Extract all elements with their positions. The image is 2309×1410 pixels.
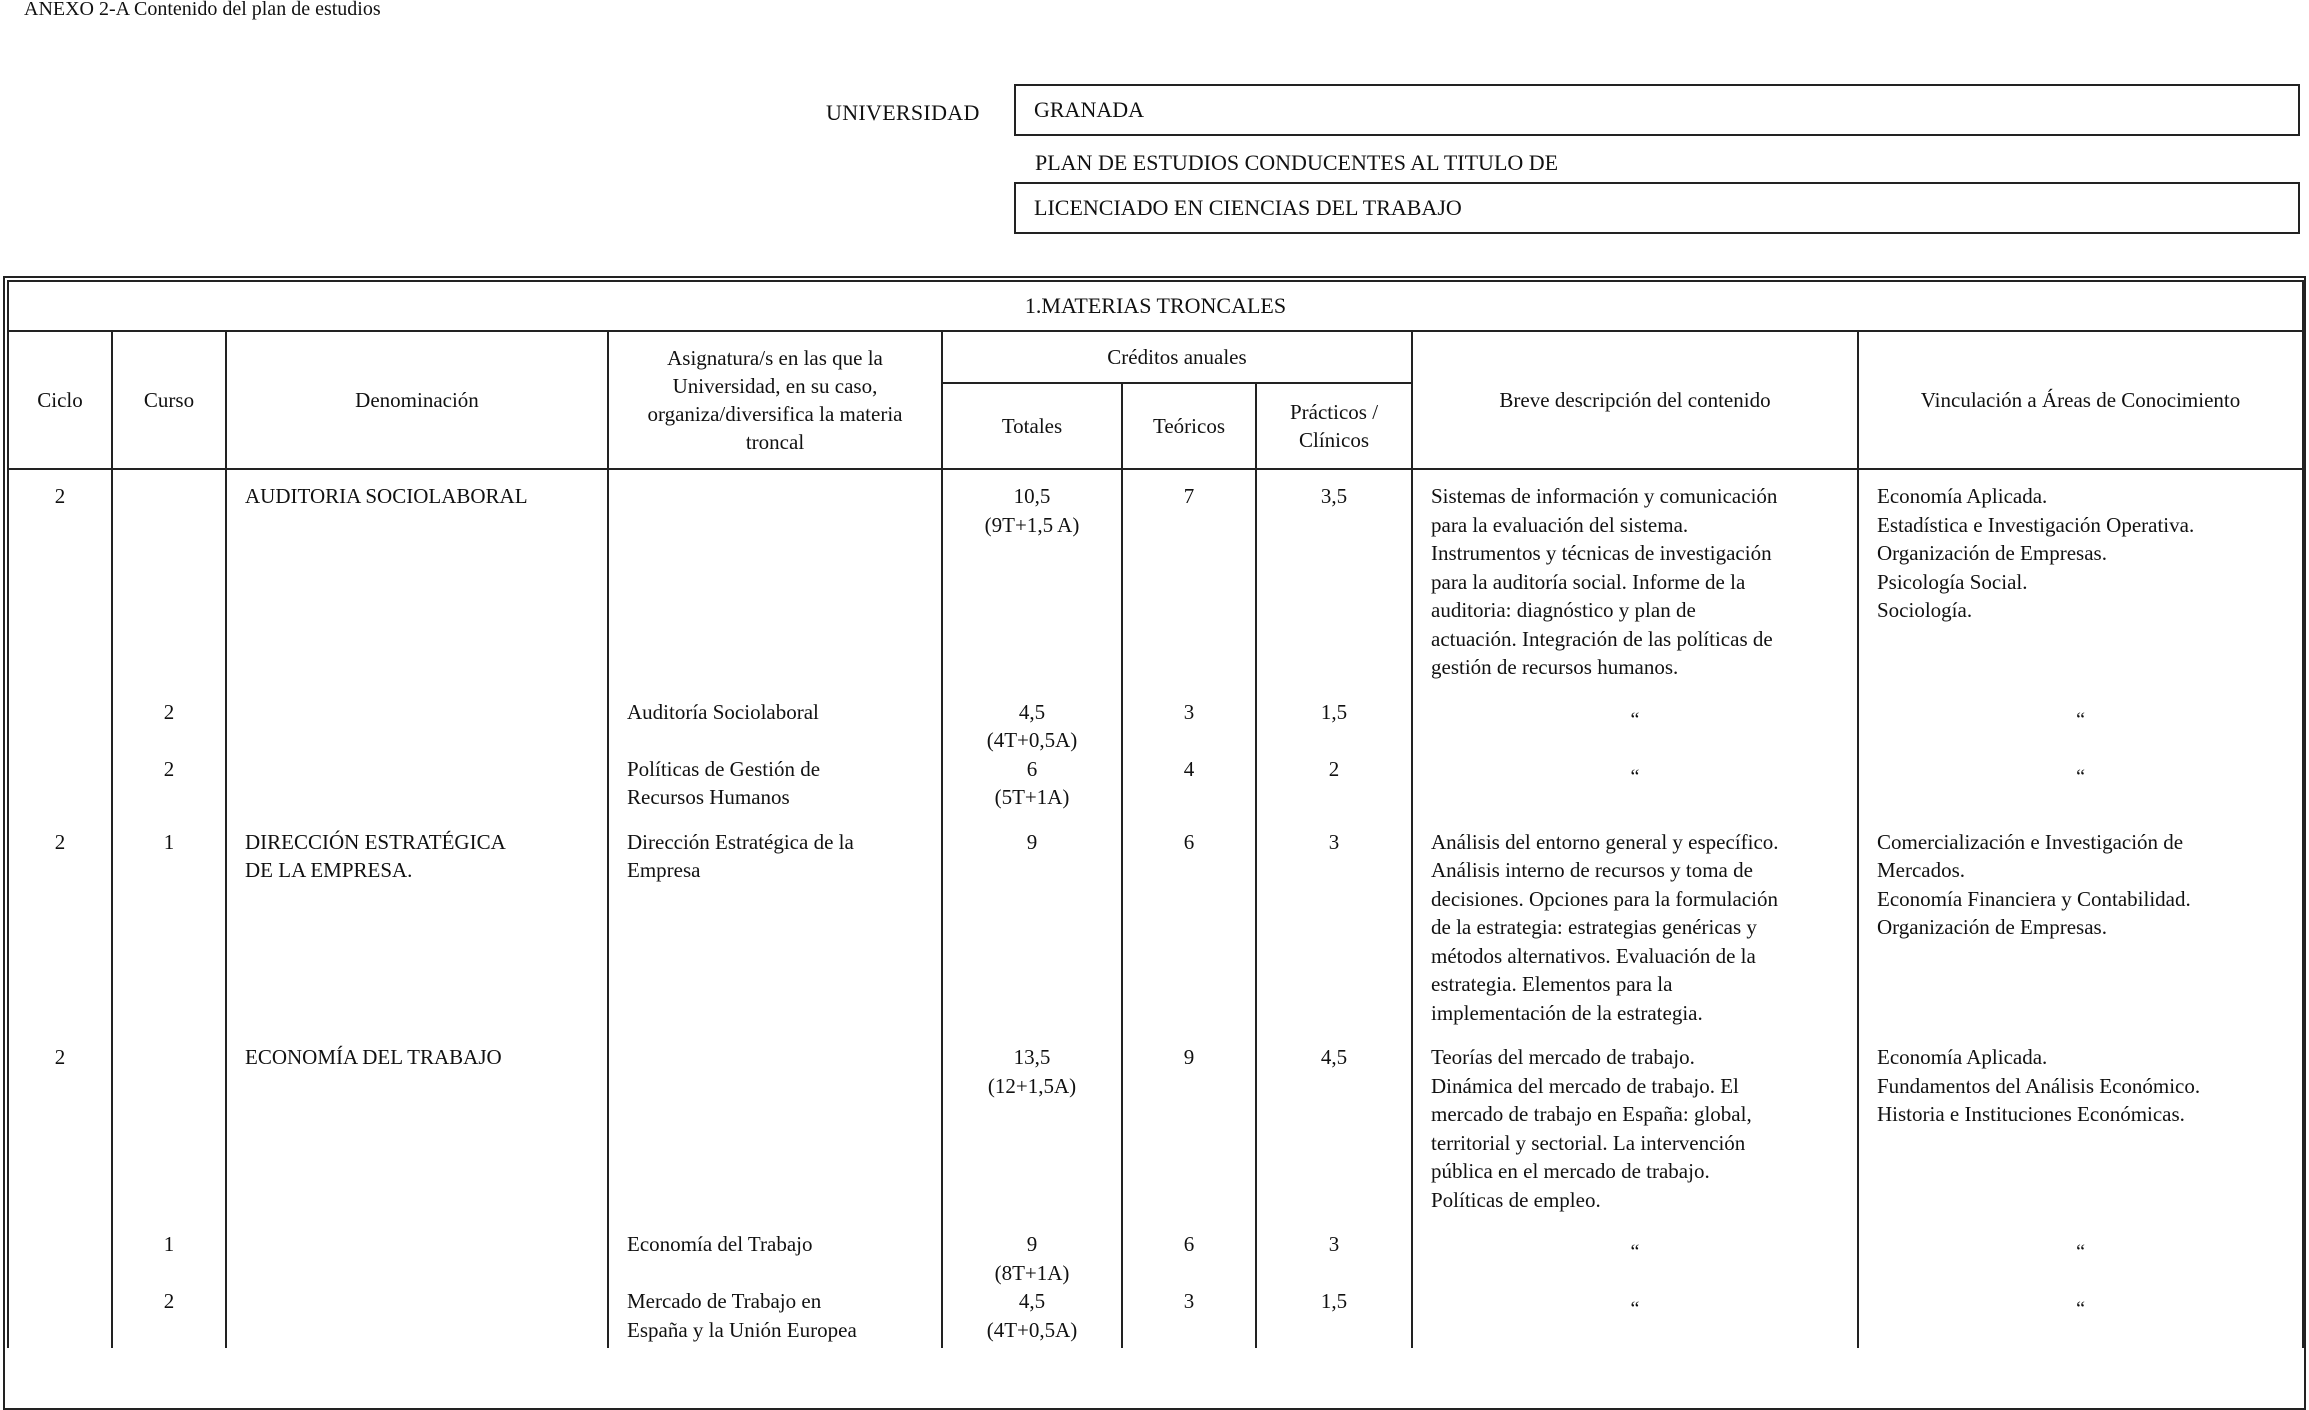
cell-teoricos [1122,1287,1256,1348]
teoricos-line: 6 [1183,829,1195,854]
cell-totales [942,482,1122,698]
teoricos-line: 3 [1183,699,1195,724]
vinculacion-line: Fundamentos del Análisis Económico. [1877,1073,2201,1098]
descripcion-line: mercado de trabajo en España: global, [1431,1102,1752,1126]
cell-denominacion [226,698,608,755]
cell-teoricos [1122,1043,1256,1230]
cell-denominacion [226,828,608,1044]
cell-asignatura [608,1287,942,1348]
cell-curso [112,1043,226,1230]
ciclo-line: 2 [54,1045,66,1069]
descripcion-line: de la estrategia: estrategias genéricas y [1431,915,1757,939]
teoricos-line: 6 [1183,1232,1195,1256]
asignatura-line: Mercado de Trabajo en [627,1289,822,1313]
table-row [8,482,2303,698]
cell-asignatura [608,482,942,698]
cell-curso [112,1230,226,1287]
cell-curso [112,1287,226,1348]
cell-vinculacion [1858,828,2303,1044]
vinculacion-line: Historia e Instituciones Económicas. [1877,1102,2185,1126]
vinculacion-line: Sociología. [1877,598,1973,622]
totales-line: (4T+0,5A) [986,1317,1078,1342]
descripcion-line: Teorías del mercado de trabajo. [1431,1045,1695,1069]
descripcion-line: Análisis del entorno general y específico. [1431,829,1779,854]
denominacion-line: DE LA EMPRESA. [245,858,413,882]
cell-teoricos [1122,1230,1256,1287]
cell-practicos [1256,828,1412,1044]
table-row [8,1043,2303,1230]
cell-descripcion [1412,1287,1858,1348]
cell-curso [112,698,226,755]
vinculacion-line: Economía Aplicada. [1877,484,2048,508]
practicos-line: 1,5 [1320,699,1348,724]
cell-asignatura [608,1230,942,1287]
descripcion-line: gestión de recursos humanos. [1431,655,1679,679]
ditto-mark: “ [1630,1241,1640,1263]
ciclo-line: 2 [54,484,66,508]
cell-practicos [1256,1043,1412,1230]
cell-descripcion [1412,755,1858,828]
cell-ciclo [8,1287,112,1348]
ciclo-line: 2 [54,829,66,854]
cell-practicos [1256,482,1412,698]
descripcion-line: métodos alternativos. Evaluación de la [1431,943,1756,968]
cell-totales [942,828,1122,1044]
practicos-line: 2 [1328,756,1340,781]
degree-box [1014,182,2300,234]
header-teoricos: Teóricos [1122,383,1256,469]
cell-descripcion [1412,482,1858,698]
cell-curso [112,755,226,828]
cell-ciclo [8,828,112,1044]
cell-totales [942,1043,1122,1230]
asignatura-line: Políticas de Gestión de [627,756,821,781]
header-practicos: Prácticos / Clínicos [1256,383,1412,469]
asignatura-line: Auditoría Sociolaboral [627,699,819,724]
descripcion-line: estrategia. Elementos para la [1431,972,1673,996]
annex-title: ANEXO 2-A Contenido del plan de estudios [24,0,381,20]
cell-totales [942,755,1122,828]
descripcion-line: para la auditoría social. Informe de la [1431,569,1746,594]
descripcion-line: Sistemas de información y comunicación [1431,484,1778,508]
totales-line: (8T+1A) [994,1260,1070,1285]
header-ciclo: Ciclo [8,331,112,469]
totales-line: 10,5 [1013,484,1051,508]
cell-descripcion [1412,698,1858,755]
cell-practicos [1256,755,1412,828]
cell-practicos [1256,698,1412,755]
descripcion-line: auditoria: diagnóstico y plan de [1431,598,1696,622]
university-label: UNIVERSIDAD [826,100,980,125]
university-name: GRANADA [1034,97,1144,122]
cell-denominacion [226,1043,608,1230]
header-denominacion: Denominación [226,331,608,469]
descripcion-line: decisiones. Opciones para la formulación [1431,886,1778,911]
university-box [1014,84,2300,136]
degree-name: LICENCIADO EN CIENCIAS DEL TRABAJO [1034,195,1462,220]
asignatura-line: Economía del Trabajo [627,1232,813,1256]
cell-teoricos [1122,828,1256,1044]
ditto-mark: “ [2076,765,2085,788]
ditto-mark: “ [2076,1298,2085,1320]
table-body [8,469,2303,1348]
cell-vinculacion [1858,755,2303,828]
cell-teoricos [1122,755,1256,828]
header-asignatura: Asignatura/s en las que la Universidad, en su caso, organiza/diversifica la materia troncal [608,331,942,469]
cell-vinculacion [1858,1287,2303,1348]
vinculacion-line: Organización de Empresas. [1877,915,2107,939]
cell-ciclo [8,1043,112,1230]
curso-line: 2 [163,699,175,724]
totales-line: (9T+1,5 A) [984,512,1080,537]
curso-line: 1 [163,1232,175,1256]
descripcion-line: implementación de la estrategia. [1431,1000,1703,1025]
cell-curso [112,482,226,698]
ditto-mark: “ [1630,765,1640,788]
practicos-line: 3 [1328,1232,1340,1256]
cell-descripcion [1412,1230,1858,1287]
descripcion-line: Políticas de empleo. [1431,1187,1601,1212]
cell-ciclo [8,698,112,755]
totales-line: 13,5 [1013,1045,1051,1069]
denominacion-line: ECONOMÍA DEL TRABAJO [245,1045,502,1069]
vinculacion-line: Economía Aplicada. [1877,1045,2048,1069]
cell-teoricos [1122,698,1256,755]
cell-asignatura [608,828,942,1044]
vinculacion-line: Comercialización e Investigación de [1877,829,2184,854]
header-descripcion: Breve descripción del contenido [1412,331,1858,469]
descripcion-line: Análisis interno de recursos y toma de [1431,858,1753,882]
practicos-line: 4,5 [1320,1045,1348,1069]
totales-line: 4,5 [1018,699,1046,724]
cell-ciclo [8,482,112,698]
table-row [8,1230,2303,1287]
curriculum-table [7,280,2304,1348]
totales-line: 4,5 [1018,1289,1046,1313]
curso-line: 1 [163,829,175,854]
table-title: 1.MATERIAS TRONCALES [8,281,2303,331]
totales-line: (5T+1A) [994,785,1070,809]
vinculacion-line: Psicología Social. [1877,569,2028,594]
cell-ciclo [8,755,112,828]
ditto-mark: “ [1630,708,1640,731]
cell-asignatura [608,755,942,828]
cell-curso [112,828,226,1044]
ditto-mark: “ [2076,1241,2085,1263]
cell-totales [942,1230,1122,1287]
denominacion-line: AUDITORIA SOCIOLABORAL [245,484,528,508]
header-creditos: Créditos anuales [942,331,1412,383]
practicos-line: 3,5 [1320,484,1348,508]
plan-line: PLAN DE ESTUDIOS CONDUCENTES AL TITULO DE [1035,150,1559,175]
cell-denominacion [226,755,608,828]
asignatura-line: Recursos Humanos [627,785,790,809]
vinculacion-line: Estadística e Investigación Operativa. [1877,512,2195,537]
header-vinculacion: Vinculación a Áreas de Conocimiento [1858,331,2303,469]
cell-vinculacion [1858,482,2303,698]
cell-descripcion [1412,828,1858,1044]
cell-vinculacion [1858,1043,2303,1230]
curso-line: 2 [163,756,175,781]
cell-totales [942,1287,1122,1348]
teoricos-line: 4 [1183,756,1195,781]
teoricos-line: 7 [1183,484,1195,508]
descripcion-line: Instrumentos y técnicas de investigación [1431,541,1772,565]
ditto-mark: “ [1630,1298,1640,1320]
totales-line: (4T+0,5A) [986,728,1078,752]
descripcion-line: Dinámica del mercado de trabajo. El [1431,1073,1739,1098]
cell-asignatura [608,1043,942,1230]
cell-asignatura [608,698,942,755]
asignatura-line: Dirección Estratégica de la [627,829,854,854]
totales-line: (12+1,5A) [987,1073,1077,1098]
cell-ciclo [8,1230,112,1287]
cell-descripcion [1412,1043,1858,1230]
descripcion-line: para la evaluación del sistema. [1431,512,1689,537]
header-curso: Curso [112,331,226,469]
teoricos-line: 9 [1183,1045,1195,1069]
ditto-mark: “ [2076,708,2085,731]
asignatura-line: Empresa [627,858,701,882]
cell-totales [942,698,1122,755]
cell-denominacion [226,1230,608,1287]
descripcion-line: actuación. Integración de las políticas de [1431,626,1773,651]
cell-vinculacion [1858,698,2303,755]
cell-practicos [1256,1230,1412,1287]
cell-denominacion [226,482,608,698]
teoricos-line: 3 [1183,1289,1195,1313]
cell-vinculacion [1858,1230,2303,1287]
table-row [8,1287,2303,1348]
denominacion-line: DIRECCIÓN ESTRATÉGICA [245,829,506,854]
descripcion-line: territorial y sectorial. La intervención [1431,1130,1746,1155]
table-row [8,755,2303,828]
curso-line: 2 [163,1289,175,1313]
totales-line: 9 [1026,1232,1038,1256]
vinculacion-line: Organización de Empresas. [1877,541,2107,565]
vinculacion-line: Mercados. [1877,858,1966,882]
totales-line: 6 [1026,756,1038,781]
cell-practicos [1256,1287,1412,1348]
totales-line: 9 [1026,829,1038,854]
practicos-line: 3 [1328,829,1340,854]
vinculacion-line: Economía Financiera y Contabilidad. [1877,886,2191,911]
practicos-line: 1,5 [1320,1289,1348,1313]
table-row [8,828,2303,1044]
asignatura-line: España y la Unión Europea [627,1317,857,1342]
table-row [8,698,2303,755]
descripcion-line: pública en el mercado de trabajo. [1431,1159,1710,1183]
cell-denominacion [226,1287,608,1348]
cell-teoricos [1122,482,1256,698]
header-totales: Totales [942,383,1122,469]
